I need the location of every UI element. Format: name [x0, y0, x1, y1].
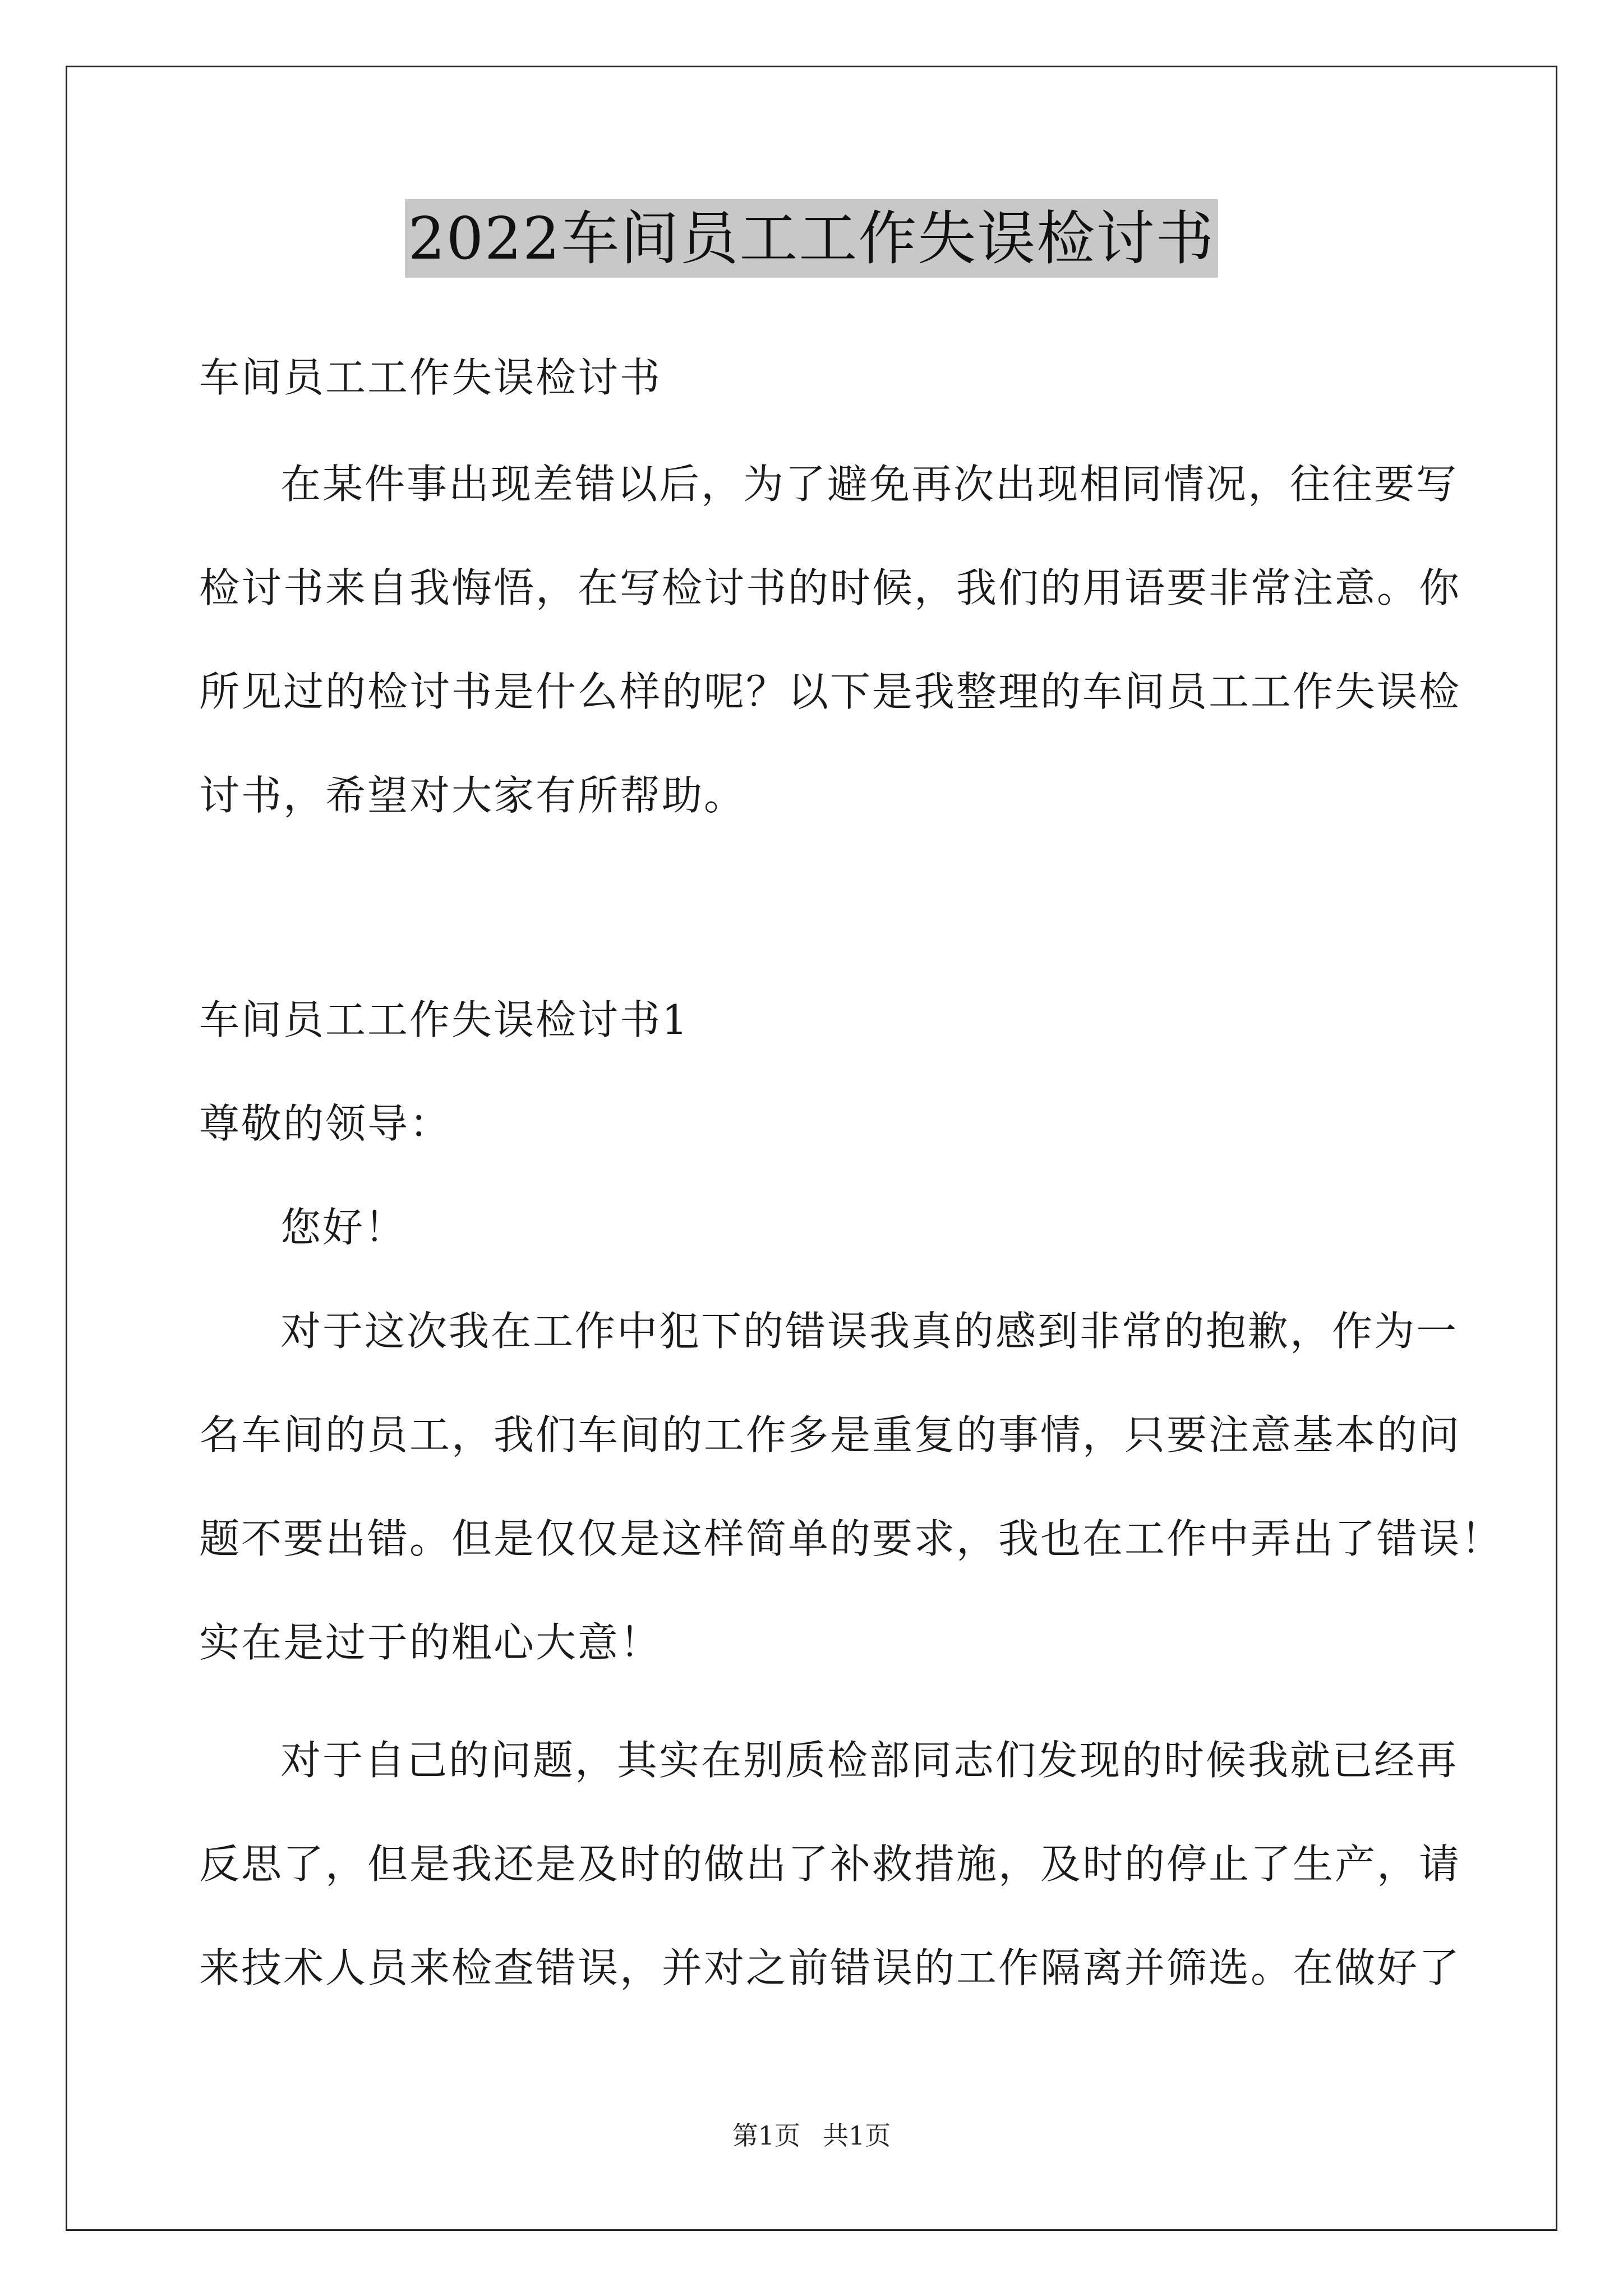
- paragraph-line: 对于自己的问题，其实在别质检部同志们发现的时候我就已经再: [280, 1737, 1459, 1784]
- document-title: 2022车间员工工作失误检讨书: [405, 199, 1219, 278]
- paragraph-line: 题不要出错。但是仅仅是这样简单的要求，我也在工作中弄出了错误！: [199, 1515, 1504, 1562]
- page-total: 共1页: [823, 2120, 891, 2151]
- title-container: [0, 199, 1623, 278]
- intro-line: 检讨书来自我悔悟，在写检讨书的时候，我们的用语要非常注意。你: [199, 564, 1461, 611]
- intro-line: 在某件事出现差错以后，为了避免再次出现相同情况，往往要写: [280, 461, 1459, 508]
- paragraph-line: 对于这次我在工作中犯下的错误我真的感到非常的抱歉，作为一: [280, 1308, 1459, 1355]
- paragraph-line: 名车间的员工，我们车间的工作多是重复的事情，只要注意基本的问: [199, 1411, 1461, 1458]
- page-footer: [0, 2119, 1623, 2152]
- paragraph-line: 实在是过于的粗心大意！: [199, 1619, 662, 1666]
- page-number: 第1页: [732, 2120, 800, 2151]
- paragraph-line: 来技术人员来检查错误，并对之前错误的工作隔离并筛选。在做好了: [199, 1944, 1461, 1991]
- paragraph-line: 反思了，但是我还是及时的做出了补救措施，及时的停止了生产，请: [199, 1841, 1461, 1888]
- salutation: 尊敬的领导：: [199, 1100, 452, 1147]
- intro-line: 讨书，希望对大家有所帮助。: [199, 772, 746, 819]
- section-title: 车间员工工作失误检讨书1: [199, 996, 689, 1043]
- greeting: 您好！: [280, 1204, 407, 1251]
- intro-line: 所见过的检讨书是什么样的呢？以下是我整理的车间员工工作失误检: [199, 668, 1461, 715]
- document-heading: 车间员工工作失误检讨书: [199, 354, 662, 401]
